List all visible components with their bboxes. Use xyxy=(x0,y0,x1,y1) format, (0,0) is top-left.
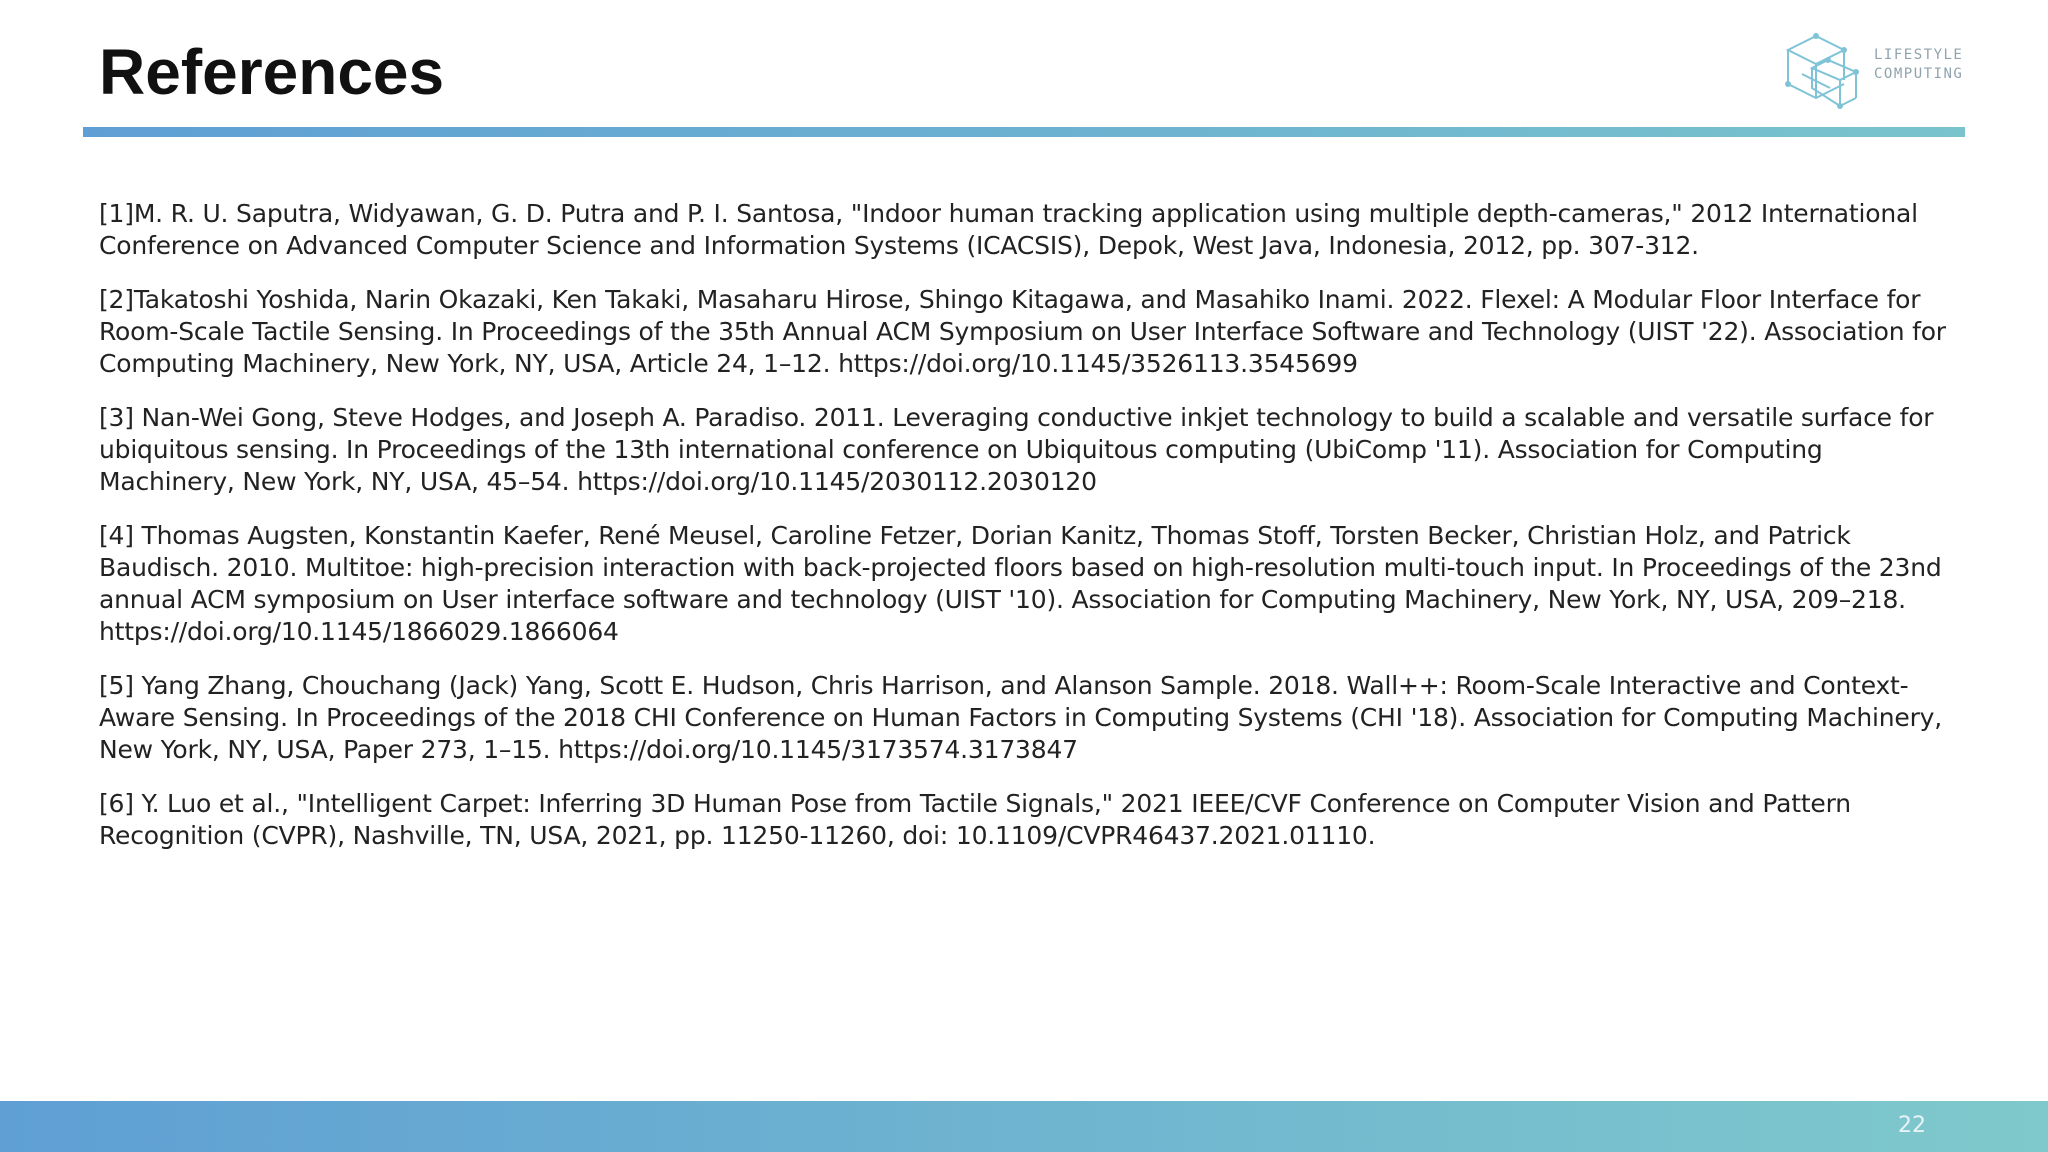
page-number: 22 xyxy=(1898,1113,1926,1138)
reference-item: [5] Yang Zhang, Chouchang (Jack) Yang, Scott E. Hudson, Chris Harrison, and Alanson Sample. 2018. Wall++: Room-Scale Interactive and Context-Aware Sensing. In Proceedings of the 2018 CHI Conference on Human Factors in Computing Systems (CHI '18). Association for Computing Machinery, New York, NY, USA, Paper 273, 1–15. https://doi.org/10.1145/3173574.3173847 xyxy=(99,671,1943,764)
logo-line-1: LIFESTYLE xyxy=(1874,47,1964,63)
page-title: References xyxy=(99,36,445,108)
logo-wordmark xyxy=(1874,46,1963,84)
reference-item: [6] Y. Luo et al., "Intelligent Carpet: Inferring 3D Human Pose from Tactile Signals," 2021 IEEE/CVF Conference on Computer Vision and Pattern Recognition (CVPR), Nashville, TN, USA, 2021, pp. 11250-11260, doi: 10.1109/CVPR46437.2021.01110. xyxy=(99,789,1851,850)
title-divider xyxy=(83,127,1965,137)
reference-item: [4] Thomas Augsten, Konstantin Kaefer, René Meusel, Caroline Fetzer, Dorian Kanitz, Thomas Stoff, Torsten Becker, Christian Holz, and Patrick Baudisch. 2010. Multitoe: high-precision interaction with back-projected floors based on high-resolution multi-touch input. In Proceedings of the 23nd annual ACM symposium on User interface software and technology (UIST '10). Association for Computing Machinery, New York, NY, USA, 209–218. https://doi.org/10.1145/1866029.1866064 xyxy=(99,521,1942,646)
reference-item: [1]M. R. U. Saputra, Widyawan, G. D. Putra and P. I. Santosa, "Indoor human tracking application using multiple depth-cameras," 2012 International Conference on Advanced Computer Science and Information Systems (ICACSIS), Depok, West Java, Indonesia, 2012, pp. 307-312. xyxy=(99,199,1918,260)
reference-item: [2]Takatoshi Yoshida, Narin Okazaki, Ken Takaki, Masaharu Hirose, Shingo Kitagawa, and Masahiko Inami. 2022. Flexel: A Modular Floor Interface for Room-Scale Tactile Sensing. In Proceedings of the 35th Annual ACM Symposium on User Interface Software and Technology (UIST '22). Association for Computing Machinery, New York, NY, USA, Article 24, 1–12. https://doi.org/10.1145/3526113.3545699 xyxy=(99,285,1946,378)
footer-bar xyxy=(0,1101,2048,1152)
logo-line-2: COMPUTING xyxy=(1874,66,1964,82)
reference-list xyxy=(99,198,1961,874)
reference-item: [3] Nan-Wei Gong, Steve Hodges, and Joseph A. Paradiso. 2011. Leveraging conductive inkjet technology to build a scalable and versatile surface for ubiquitous sensing. In Proceedings of the 13th international conference on Ubiquitous computing (UbiComp '11). Association for Computing Machinery, New York, NY, USA, 45–54. https://doi.org/10.1145/2030112.2030120 xyxy=(99,403,1934,496)
